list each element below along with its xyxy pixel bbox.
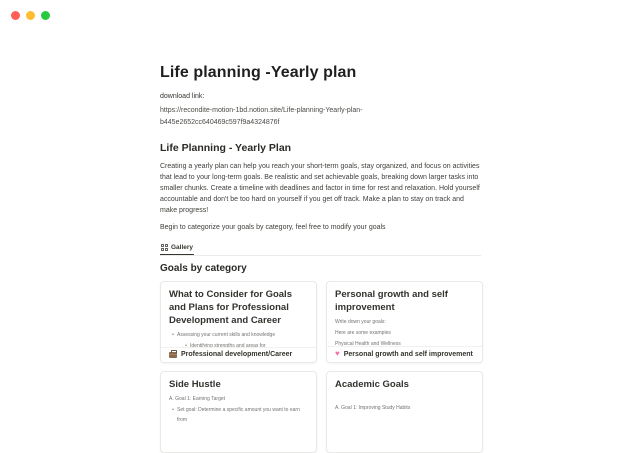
card-title: Side Hustle bbox=[169, 379, 221, 390]
card-tag-label: Professional development/Career bbox=[181, 351, 293, 358]
card-tag-row bbox=[161, 347, 316, 362]
bullet-icon: • bbox=[172, 332, 174, 338]
card-title: Academic Goals bbox=[335, 379, 409, 390]
card-preview-line: Here are some examples bbox=[335, 330, 391, 336]
card-tag-row bbox=[327, 346, 482, 362]
card-academic-goals[interactable] bbox=[326, 371, 483, 453]
card-preview-line: Write down your goals: bbox=[335, 319, 386, 325]
card-preview-line: • Identifying strengths and areas for bbox=[169, 342, 308, 347]
gallery-grid-icon bbox=[161, 244, 168, 251]
intro-paragraph: Creating a yearly plan can help you reach your short-term goals, stay organized, and focus on activities that lead to your long-term goals. Be realistic and set achievable goals, breaking down larger tasks into smaller chunks. Create a timeline with deadlines and factor in time for rest and relaxation. Hold yourself accountable and don't be too hard on yourself if you get off track. Make a plan to stay on track and make progress! bbox=[160, 163, 480, 214]
bullet-icon: • bbox=[172, 407, 174, 413]
card-preview-line: A. Goal 1: Earning Target bbox=[169, 396, 226, 402]
card-preview bbox=[327, 372, 482, 452]
card-preview bbox=[161, 282, 316, 347]
section-heading: Life Planning - Yearly Plan bbox=[160, 142, 292, 154]
card-preview-line: • Set goal: Determine a specific amount you want to earn from bbox=[169, 406, 308, 425]
close-button[interactable] bbox=[11, 11, 20, 20]
heart-icon: ♥ bbox=[335, 349, 340, 358]
minimize-button[interactable] bbox=[26, 11, 35, 20]
card-professional-development[interactable] bbox=[160, 281, 317, 363]
window-controls bbox=[11, 11, 50, 20]
categorize-note: Begin to categorize your goals by category, feel free to modify your goals bbox=[160, 224, 386, 231]
card-title: Personal growth and self improvement bbox=[335, 289, 448, 313]
card-personal-growth[interactable] bbox=[326, 281, 483, 363]
page-title: Life planning -Yearly plan bbox=[160, 64, 357, 81]
tab-gallery-label: Gallery bbox=[171, 244, 194, 251]
card-preview-line: Physical Health and Wellness bbox=[335, 341, 401, 346]
card-title: What to Consider for Goals and Plans for Professional Development and Career bbox=[169, 289, 292, 326]
page-content bbox=[160, 60, 481, 453]
card-preview bbox=[327, 282, 482, 346]
zoom-button[interactable] bbox=[41, 11, 50, 20]
bullet-icon: • bbox=[185, 343, 187, 347]
board-heading: Goals by category bbox=[160, 263, 247, 274]
briefcase-icon bbox=[169, 352, 177, 358]
download-url-link[interactable]: https://recondite-motion-1bd.notion.site/Life-planning-Yearly-plan-b445e2652cc640469c597f9a4324876f bbox=[160, 107, 363, 126]
card-preview bbox=[161, 372, 316, 452]
card-tag-label: Personal growth and self improvement bbox=[343, 350, 473, 358]
card-side-hustle[interactable] bbox=[160, 371, 317, 453]
download-link-label: download link: bbox=[160, 93, 205, 100]
card-preview-line: A. Goal 1: Improving Study Habits bbox=[335, 405, 411, 411]
view-tabs-bar bbox=[160, 242, 481, 256]
card-preview-line: • Assessing your current skills and knowledge bbox=[169, 331, 308, 341]
tab-gallery[interactable] bbox=[160, 242, 194, 255]
gallery-cards-grid bbox=[160, 281, 481, 453]
